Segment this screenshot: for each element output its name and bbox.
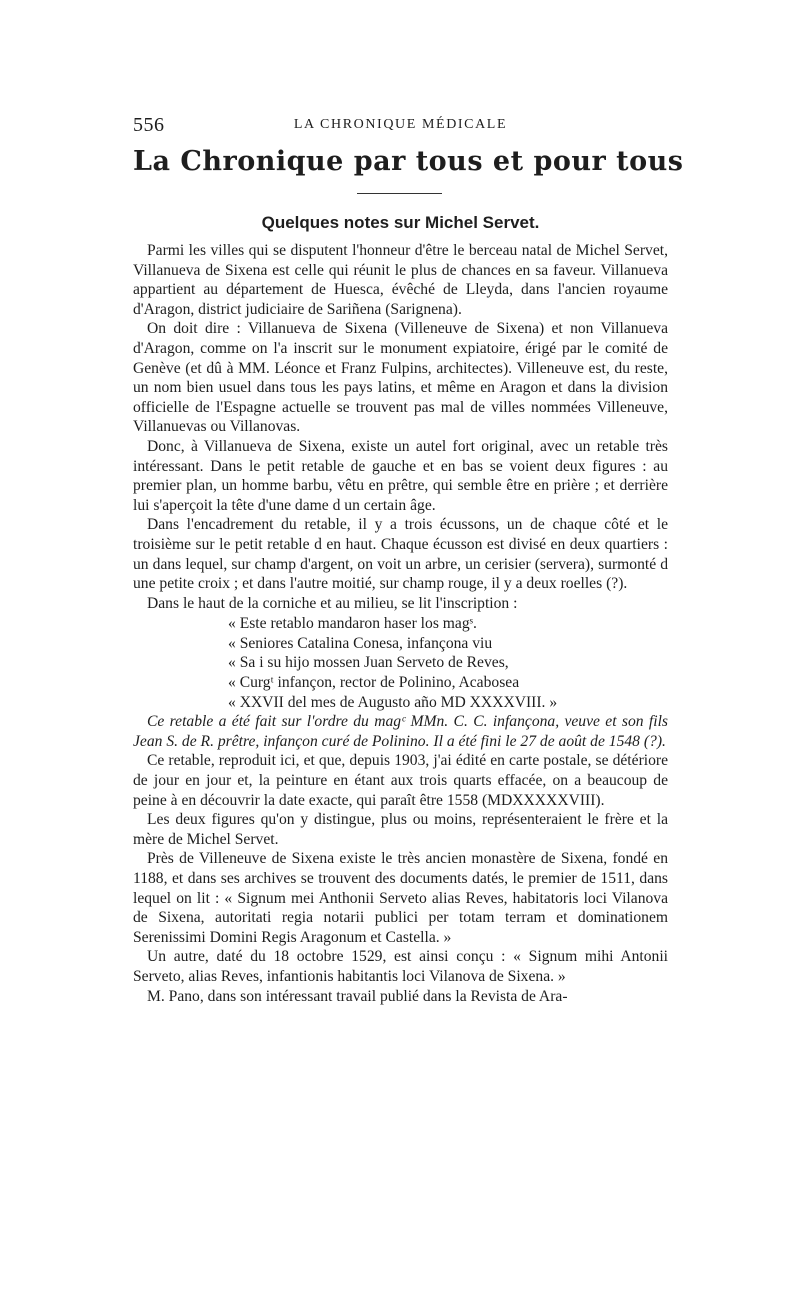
running-title: LA CHRONIQUE MÉDICALE (293, 117, 508, 132)
page-number: 556 (133, 114, 165, 136)
inscription-line: « Sa i su hijo mossen Juan Serveto de Reves, (228, 654, 509, 672)
paragraph: Les deux figures qu'on y distingue, plus ou moins, représenteraient le frère et la mère de Michel Servet. (133, 811, 668, 848)
paragraph: Parmi les villes qui se disputent l'honneur d'être le berceau natal de Michel Servet, Villanueva de Sixena est celle qui réunit le plus de chances en sa faveur. Villanueva appartient au département de Huesca, évêché de Lleyda, dans l'ancien royaume d'Aragon, district judiciaire de Sariñena (Sarignena). (133, 242, 668, 318)
inscription-line: « Seniores Catalina Conesa, infançona viu (228, 634, 493, 652)
paragraph: M. Pano, dans son intéressant travail publié dans la Revista de Ara- (147, 987, 568, 1005)
inscription-line: « Este retablo mandaron haser los magˢ. (228, 615, 477, 633)
article-body (133, 241, 668, 1006)
paragraph: Dans l'encadrement du retable, il y a trois écussons, un de chaque côté et le troisième sur le petit retable d en haut. Chaque écusson est divisé en deux quartiers : un dans lequel, sur champ d'argent, on voit un arbre, un cerisier (servera), surmonté d une petite croix ; et dans l'autre moitié, sur champ rouge, il y a deux roelles (?). (133, 516, 668, 593)
translation-caption: Ce retable a été fait sur l'ordre du magᶜ MMn. C. C. infançona, veuve et son fils Jean S. de R. prêtre, infançon curé de Polinino. Il a été fini le 27 de août de 1548 (?). (133, 713, 668, 750)
article-subtitle: Quelques notes sur Michel Servet. (261, 213, 540, 232)
page-header (133, 114, 668, 136)
paragraph: Près de Villeneuve de Sixena existe le très ancien monastère de Sixena, fondé en 1188, et dans ses archives se trouvent des documents datés, le premier de 1511, dans lequel on lit : « Signum mei Anthonii Serveto alias Reves, habitatoris loci Vilanova de Sixena, autoritati regia notarii publici per totam terram et dominationem Serenissimi Domini Regis Aragonum et Castella. » (133, 850, 668, 946)
title-divider (357, 193, 442, 194)
section-title: La Chronique par tous et pour tous (133, 146, 684, 177)
paragraph: Un autre, daté du 18 octobre 1529, est ainsi conçu : « Signum mihi Antonii Serveto, alias Reves, infantionis habitantis loci Vilanova de Sixena. » (133, 948, 668, 985)
paragraph: Donc, à Villanueva de Sixena, existe un autel fort original, avec un retable très intéressant. Dans le petit retable de gauche et en bas se voient deux figures : au premier plan, un homme barbu, vêtu en prêtre, qui semble être en prière ; et derrière lui s'aperçoit la tête d'une dame d un certain âge. (133, 437, 668, 514)
paragraph: Dans le haut de la corniche et au milieu, se lit l'inscription : (147, 594, 518, 612)
inscription-line: « Curgᵗ infançon, rector de Polinino, Acabosea (228, 674, 520, 692)
paragraph: Ce retable, reproduit ici, et que, depuis 1903, j'ai édité en carte postale, se détériore de jour en jour et, la peinture en étant aux trois quarts effacée, on a beaucoup de peine à en découvrir la date exacte, qui paraît être 1558 (MDXXXXXVIII). (133, 752, 668, 809)
inscription-line: « XXVII del mes de Augusto año MD XXXXVIII. » (228, 693, 558, 711)
paragraph: On doit dire : Villanueva de Sixena (Villeneuve de Sixena) et non Villanueva d'Aragon, comme on l'a inscrit sur le monument expiatoire, érigé par le comité de Genève (et dû à MM. Léonce et Franz Fulpins, architectes). Villeneuve est, du reste, un nom bien usuel dans tous les pays latins, et même en Aragon et dans la division officielle de l'Espagne actuelle se trouvent pas mal de villes nommées Villeneuve, Villanuevas ou Villanovas. (133, 320, 668, 436)
